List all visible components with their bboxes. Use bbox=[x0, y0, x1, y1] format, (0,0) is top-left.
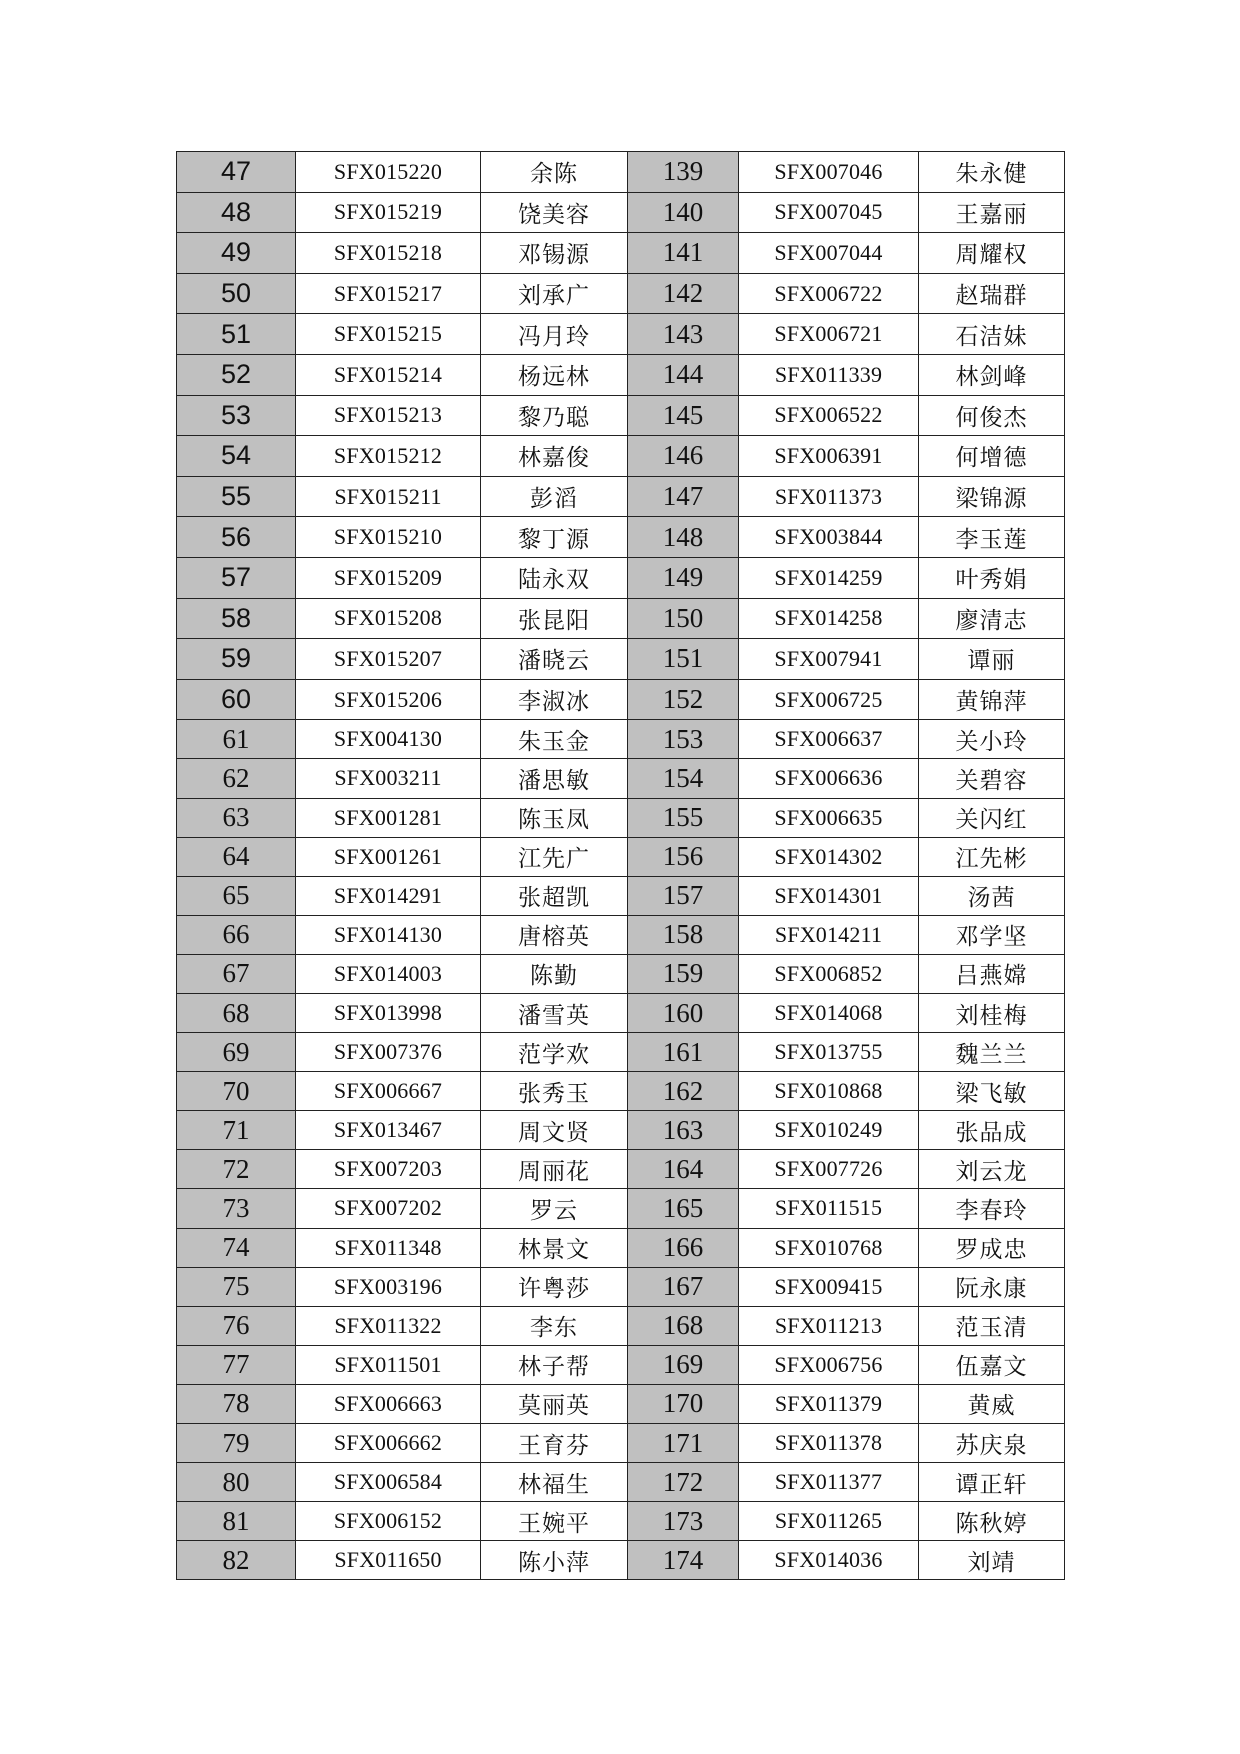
member-id-cell: SFX003211 bbox=[296, 759, 481, 798]
table-row bbox=[177, 1541, 1065, 1580]
member-name-cell: 陈勤 bbox=[481, 954, 628, 993]
member-id-cell: SFX006721 bbox=[739, 314, 919, 355]
member-id-cell: SFX006391 bbox=[739, 436, 919, 477]
row-number-cell: 172 bbox=[628, 1463, 739, 1502]
row-number-cell: 171 bbox=[628, 1424, 739, 1463]
member-id-cell: SFX015218 bbox=[296, 233, 481, 274]
member-name-cell: 关小玲 bbox=[919, 720, 1065, 759]
member-name-cell: 潘思敏 bbox=[481, 759, 628, 798]
member-id-cell: SFX004130 bbox=[296, 720, 481, 759]
member-id-cell: SFX015212 bbox=[296, 436, 481, 477]
member-name-cell: 王婉平 bbox=[481, 1502, 628, 1541]
row-number-cell: 67 bbox=[177, 954, 296, 993]
row-number-cell: 170 bbox=[628, 1384, 739, 1423]
member-name-cell: 石洁妹 bbox=[919, 314, 1065, 355]
member-name-cell: 余陈 bbox=[481, 152, 628, 193]
member-id-cell: SFX007726 bbox=[739, 1150, 919, 1189]
member-id-cell: SFX011378 bbox=[739, 1424, 919, 1463]
row-number-cell: 59 bbox=[177, 639, 296, 680]
row-number-cell: 165 bbox=[628, 1189, 739, 1228]
roster-table bbox=[176, 151, 1065, 1580]
member-id-cell: SFX015209 bbox=[296, 557, 481, 598]
table-row bbox=[177, 1424, 1065, 1463]
member-name-cell: 潘雪英 bbox=[481, 993, 628, 1032]
row-number-cell: 147 bbox=[628, 476, 739, 517]
row-number-cell: 78 bbox=[177, 1384, 296, 1423]
member-id-cell: SFX007046 bbox=[739, 152, 919, 193]
row-number-cell: 154 bbox=[628, 759, 739, 798]
member-id-cell: SFX015207 bbox=[296, 639, 481, 680]
row-number-cell: 53 bbox=[177, 395, 296, 436]
row-number-cell: 82 bbox=[177, 1541, 296, 1580]
member-name-cell: 黄锦萍 bbox=[919, 679, 1065, 720]
table-row bbox=[177, 192, 1065, 233]
member-name-cell: 张品成 bbox=[919, 1111, 1065, 1150]
member-name-cell: 陈秋婷 bbox=[919, 1502, 1065, 1541]
member-name-cell: 刘靖 bbox=[919, 1541, 1065, 1580]
row-number-cell: 57 bbox=[177, 557, 296, 598]
member-name-cell: 谭正轩 bbox=[919, 1463, 1065, 1502]
table-row bbox=[177, 720, 1065, 759]
member-name-cell: 林子帮 bbox=[481, 1345, 628, 1384]
row-number-cell: 142 bbox=[628, 273, 739, 314]
member-name-cell: 邓锡源 bbox=[481, 233, 628, 274]
table-row bbox=[177, 1033, 1065, 1072]
member-name-cell: 何增德 bbox=[919, 436, 1065, 477]
member-id-cell: SFX006756 bbox=[739, 1345, 919, 1384]
member-id-cell: SFX014259 bbox=[739, 557, 919, 598]
member-name-cell: 魏兰兰 bbox=[919, 1033, 1065, 1072]
table-row bbox=[177, 915, 1065, 954]
member-name-cell: 关碧容 bbox=[919, 759, 1065, 798]
table-row bbox=[177, 273, 1065, 314]
row-number-cell: 158 bbox=[628, 915, 739, 954]
member-id-cell: SFX011501 bbox=[296, 1345, 481, 1384]
member-name-cell: 叶秀娟 bbox=[919, 557, 1065, 598]
row-number-cell: 51 bbox=[177, 314, 296, 355]
member-name-cell: 周文贤 bbox=[481, 1111, 628, 1150]
member-name-cell: 潘晓云 bbox=[481, 639, 628, 680]
member-id-cell: SFX006725 bbox=[739, 679, 919, 720]
table-row bbox=[177, 993, 1065, 1032]
table-row bbox=[177, 1463, 1065, 1502]
row-number-cell: 144 bbox=[628, 354, 739, 395]
row-number-cell: 61 bbox=[177, 720, 296, 759]
table-row bbox=[177, 557, 1065, 598]
member-id-cell: SFX007202 bbox=[296, 1189, 481, 1228]
row-number-cell: 174 bbox=[628, 1541, 739, 1580]
table-row bbox=[177, 152, 1065, 193]
member-name-cell: 何俊杰 bbox=[919, 395, 1065, 436]
member-name-cell: 汤茜 bbox=[919, 876, 1065, 915]
member-name-cell: 彭滔 bbox=[481, 476, 628, 517]
member-id-cell: SFX006152 bbox=[296, 1502, 481, 1541]
table-row bbox=[177, 759, 1065, 798]
member-id-cell: SFX006584 bbox=[296, 1463, 481, 1502]
member-name-cell: 吕燕嫦 bbox=[919, 954, 1065, 993]
table-row bbox=[177, 679, 1065, 720]
row-number-cell: 80 bbox=[177, 1463, 296, 1502]
member-name-cell: 伍嘉文 bbox=[919, 1345, 1065, 1384]
member-id-cell: SFX006722 bbox=[739, 273, 919, 314]
member-id-cell: SFX006852 bbox=[739, 954, 919, 993]
table-row bbox=[177, 233, 1065, 274]
table-row bbox=[177, 354, 1065, 395]
member-id-cell: SFX006637 bbox=[739, 720, 919, 759]
row-number-cell: 162 bbox=[628, 1072, 739, 1111]
row-number-cell: 149 bbox=[628, 557, 739, 598]
member-id-cell: SFX015220 bbox=[296, 152, 481, 193]
member-id-cell: SFX006663 bbox=[296, 1384, 481, 1423]
member-name-cell: 陈玉凤 bbox=[481, 798, 628, 837]
table-row bbox=[177, 436, 1065, 477]
table-row bbox=[177, 1502, 1065, 1541]
table-row bbox=[177, 1072, 1065, 1111]
member-id-cell: SFX011377 bbox=[739, 1463, 919, 1502]
member-id-cell: SFX003196 bbox=[296, 1267, 481, 1306]
table-row bbox=[177, 876, 1065, 915]
member-id-cell: SFX006636 bbox=[739, 759, 919, 798]
row-number-cell: 157 bbox=[628, 876, 739, 915]
row-number-cell: 73 bbox=[177, 1189, 296, 1228]
row-number-cell: 173 bbox=[628, 1502, 739, 1541]
row-number-cell: 166 bbox=[628, 1228, 739, 1267]
member-id-cell: SFX015206 bbox=[296, 679, 481, 720]
row-number-cell: 72 bbox=[177, 1150, 296, 1189]
row-number-cell: 64 bbox=[177, 837, 296, 876]
table-row bbox=[177, 1267, 1065, 1306]
member-name-cell: 张昆阳 bbox=[481, 598, 628, 639]
member-id-cell: SFX014291 bbox=[296, 876, 481, 915]
row-number-cell: 161 bbox=[628, 1033, 739, 1072]
row-number-cell: 152 bbox=[628, 679, 739, 720]
row-number-cell: 52 bbox=[177, 354, 296, 395]
member-name-cell: 谭丽 bbox=[919, 639, 1065, 680]
member-name-cell: 饶美容 bbox=[481, 192, 628, 233]
member-name-cell: 范学欢 bbox=[481, 1033, 628, 1072]
member-name-cell: 李春玲 bbox=[919, 1189, 1065, 1228]
member-name-cell: 许粤莎 bbox=[481, 1267, 628, 1306]
row-number-cell: 143 bbox=[628, 314, 739, 355]
member-name-cell: 王嘉丽 bbox=[919, 192, 1065, 233]
row-number-cell: 69 bbox=[177, 1033, 296, 1072]
row-number-cell: 145 bbox=[628, 395, 739, 436]
table-row bbox=[177, 639, 1065, 680]
table-row bbox=[177, 598, 1065, 639]
member-id-cell: SFX007045 bbox=[739, 192, 919, 233]
row-number-cell: 63 bbox=[177, 798, 296, 837]
table-row bbox=[177, 1150, 1065, 1189]
member-id-cell: SFX015219 bbox=[296, 192, 481, 233]
row-number-cell: 156 bbox=[628, 837, 739, 876]
row-number-cell: 167 bbox=[628, 1267, 739, 1306]
row-number-cell: 75 bbox=[177, 1267, 296, 1306]
member-name-cell: 刘云龙 bbox=[919, 1150, 1065, 1189]
member-name-cell: 唐榕英 bbox=[481, 915, 628, 954]
member-name-cell: 梁飞敏 bbox=[919, 1072, 1065, 1111]
member-name-cell: 罗云 bbox=[481, 1189, 628, 1228]
member-id-cell: SFX011373 bbox=[739, 476, 919, 517]
member-name-cell: 朱玉金 bbox=[481, 720, 628, 759]
row-number-cell: 71 bbox=[177, 1111, 296, 1150]
member-name-cell: 江先广 bbox=[481, 837, 628, 876]
member-id-cell: SFX015211 bbox=[296, 476, 481, 517]
member-name-cell: 邓学坚 bbox=[919, 915, 1065, 954]
member-name-cell: 黎乃聪 bbox=[481, 395, 628, 436]
row-number-cell: 140 bbox=[628, 192, 739, 233]
table-row bbox=[177, 395, 1065, 436]
member-id-cell: SFX014036 bbox=[739, 1541, 919, 1580]
member-id-cell: SFX011515 bbox=[739, 1189, 919, 1228]
row-number-cell: 79 bbox=[177, 1424, 296, 1463]
member-name-cell: 杨远林 bbox=[481, 354, 628, 395]
row-number-cell: 65 bbox=[177, 876, 296, 915]
member-name-cell: 张超凯 bbox=[481, 876, 628, 915]
member-name-cell: 朱永健 bbox=[919, 152, 1065, 193]
member-name-cell: 廖清志 bbox=[919, 598, 1065, 639]
row-number-cell: 76 bbox=[177, 1306, 296, 1345]
member-id-cell: SFX011213 bbox=[739, 1306, 919, 1345]
member-id-cell: SFX006662 bbox=[296, 1424, 481, 1463]
member-id-cell: SFX003844 bbox=[739, 517, 919, 558]
member-id-cell: SFX015215 bbox=[296, 314, 481, 355]
table-row bbox=[177, 954, 1065, 993]
member-id-cell: SFX014258 bbox=[739, 598, 919, 639]
row-number-cell: 141 bbox=[628, 233, 739, 274]
member-id-cell: SFX015217 bbox=[296, 273, 481, 314]
row-number-cell: 55 bbox=[177, 476, 296, 517]
row-number-cell: 60 bbox=[177, 679, 296, 720]
member-id-cell: SFX013467 bbox=[296, 1111, 481, 1150]
member-id-cell: SFX015214 bbox=[296, 354, 481, 395]
member-id-cell: SFX010249 bbox=[739, 1111, 919, 1150]
member-name-cell: 冯月玲 bbox=[481, 314, 628, 355]
row-number-cell: 148 bbox=[628, 517, 739, 558]
row-number-cell: 159 bbox=[628, 954, 739, 993]
member-name-cell: 赵瑞群 bbox=[919, 273, 1065, 314]
member-id-cell: SFX015213 bbox=[296, 395, 481, 436]
member-name-cell: 梁锦源 bbox=[919, 476, 1065, 517]
member-id-cell: SFX007376 bbox=[296, 1033, 481, 1072]
row-number-cell: 153 bbox=[628, 720, 739, 759]
row-number-cell: 163 bbox=[628, 1111, 739, 1150]
table-row bbox=[177, 1345, 1065, 1384]
row-number-cell: 81 bbox=[177, 1502, 296, 1541]
member-name-cell: 莫丽英 bbox=[481, 1384, 628, 1423]
row-number-cell: 169 bbox=[628, 1345, 739, 1384]
row-number-cell: 66 bbox=[177, 915, 296, 954]
row-number-cell: 58 bbox=[177, 598, 296, 639]
member-id-cell: SFX010768 bbox=[739, 1228, 919, 1267]
member-name-cell: 陈小萍 bbox=[481, 1541, 628, 1580]
row-number-cell: 62 bbox=[177, 759, 296, 798]
member-id-cell: SFX013755 bbox=[739, 1033, 919, 1072]
member-id-cell: SFX009415 bbox=[739, 1267, 919, 1306]
member-name-cell: 黄威 bbox=[919, 1384, 1065, 1423]
member-id-cell: SFX010868 bbox=[739, 1072, 919, 1111]
member-name-cell: 刘桂梅 bbox=[919, 993, 1065, 1032]
roster-table-body bbox=[177, 152, 1065, 1580]
table-row bbox=[177, 837, 1065, 876]
row-number-cell: 164 bbox=[628, 1150, 739, 1189]
row-number-cell: 160 bbox=[628, 993, 739, 1032]
member-id-cell: SFX007941 bbox=[739, 639, 919, 680]
row-number-cell: 48 bbox=[177, 192, 296, 233]
member-name-cell: 罗成忠 bbox=[919, 1228, 1065, 1267]
table-row bbox=[177, 1306, 1065, 1345]
row-number-cell: 155 bbox=[628, 798, 739, 837]
row-number-cell: 139 bbox=[628, 152, 739, 193]
row-number-cell: 151 bbox=[628, 639, 739, 680]
member-name-cell: 李淑冰 bbox=[481, 679, 628, 720]
member-id-cell: SFX006522 bbox=[739, 395, 919, 436]
member-id-cell: SFX015210 bbox=[296, 517, 481, 558]
member-name-cell: 李玉莲 bbox=[919, 517, 1065, 558]
member-name-cell: 江先彬 bbox=[919, 837, 1065, 876]
member-id-cell: SFX013998 bbox=[296, 993, 481, 1032]
member-name-cell: 苏庆泉 bbox=[919, 1424, 1065, 1463]
member-id-cell: SFX014211 bbox=[739, 915, 919, 954]
member-id-cell: SFX014003 bbox=[296, 954, 481, 993]
row-number-cell: 68 bbox=[177, 993, 296, 1032]
member-id-cell: SFX001281 bbox=[296, 798, 481, 837]
member-id-cell: SFX006667 bbox=[296, 1072, 481, 1111]
row-number-cell: 50 bbox=[177, 273, 296, 314]
member-name-cell: 张秀玉 bbox=[481, 1072, 628, 1111]
member-id-cell: SFX015208 bbox=[296, 598, 481, 639]
member-name-cell: 林剑峰 bbox=[919, 354, 1065, 395]
member-name-cell: 关闪红 bbox=[919, 798, 1065, 837]
member-name-cell: 周耀权 bbox=[919, 233, 1065, 274]
row-number-cell: 168 bbox=[628, 1306, 739, 1345]
member-name-cell: 林嘉俊 bbox=[481, 436, 628, 477]
member-name-cell: 黎丁源 bbox=[481, 517, 628, 558]
table-row bbox=[177, 476, 1065, 517]
table-row bbox=[177, 1189, 1065, 1228]
row-number-cell: 54 bbox=[177, 436, 296, 477]
member-id-cell: SFX014130 bbox=[296, 915, 481, 954]
member-id-cell: SFX011650 bbox=[296, 1541, 481, 1580]
member-name-cell: 刘承广 bbox=[481, 273, 628, 314]
member-name-cell: 周丽花 bbox=[481, 1150, 628, 1189]
member-id-cell: SFX011379 bbox=[739, 1384, 919, 1423]
table-row bbox=[177, 1111, 1065, 1150]
member-id-cell: SFX001261 bbox=[296, 837, 481, 876]
table-row bbox=[177, 1228, 1065, 1267]
row-number-cell: 74 bbox=[177, 1228, 296, 1267]
member-id-cell: SFX011339 bbox=[739, 354, 919, 395]
row-number-cell: 47 bbox=[177, 152, 296, 193]
row-number-cell: 56 bbox=[177, 517, 296, 558]
row-number-cell: 70 bbox=[177, 1072, 296, 1111]
member-id-cell: SFX011265 bbox=[739, 1502, 919, 1541]
member-id-cell: SFX014068 bbox=[739, 993, 919, 1032]
member-name-cell: 王育芬 bbox=[481, 1424, 628, 1463]
table-row bbox=[177, 1384, 1065, 1423]
member-id-cell: SFX014301 bbox=[739, 876, 919, 915]
member-name-cell: 李东 bbox=[481, 1306, 628, 1345]
row-number-cell: 77 bbox=[177, 1345, 296, 1384]
table-row bbox=[177, 314, 1065, 355]
member-id-cell: SFX014302 bbox=[739, 837, 919, 876]
row-number-cell: 49 bbox=[177, 233, 296, 274]
member-name-cell: 林福生 bbox=[481, 1463, 628, 1502]
member-name-cell: 陆永双 bbox=[481, 557, 628, 598]
member-name-cell: 林景文 bbox=[481, 1228, 628, 1267]
table-row bbox=[177, 517, 1065, 558]
table-row bbox=[177, 798, 1065, 837]
member-id-cell: SFX011348 bbox=[296, 1228, 481, 1267]
member-id-cell: SFX006635 bbox=[739, 798, 919, 837]
member-id-cell: SFX007203 bbox=[296, 1150, 481, 1189]
member-name-cell: 阮永康 bbox=[919, 1267, 1065, 1306]
member-id-cell: SFX011322 bbox=[296, 1306, 481, 1345]
row-number-cell: 150 bbox=[628, 598, 739, 639]
member-id-cell: SFX007044 bbox=[739, 233, 919, 274]
member-name-cell: 范玉清 bbox=[919, 1306, 1065, 1345]
row-number-cell: 146 bbox=[628, 436, 739, 477]
